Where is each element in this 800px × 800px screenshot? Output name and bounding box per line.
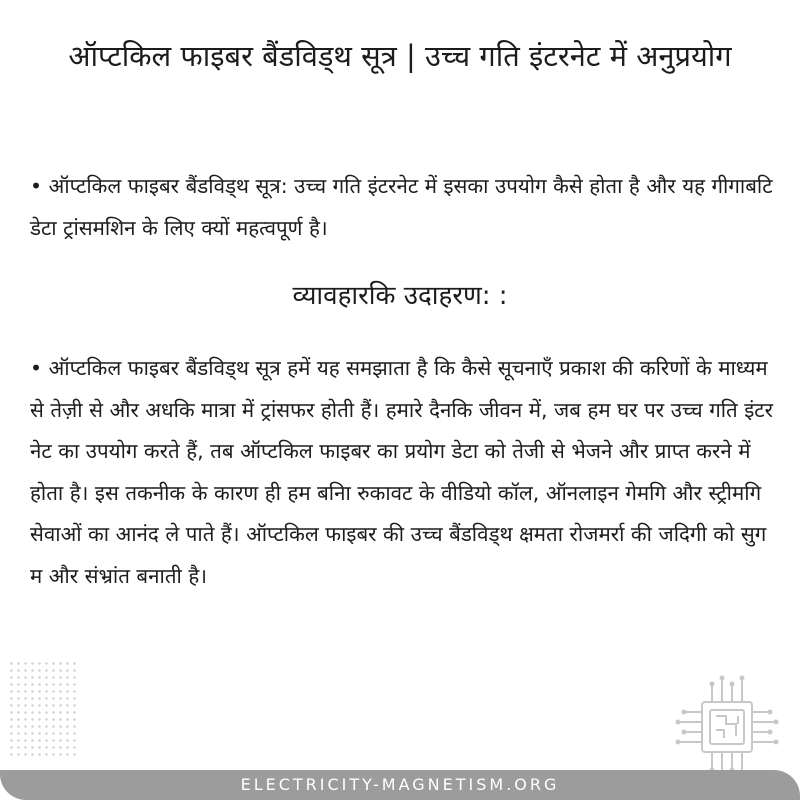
dot-grid-pattern [8, 660, 78, 760]
section-heading: व्यावहारकि उदाहरण: : [292, 281, 508, 311]
circuit-chip-icon [672, 672, 782, 782]
page-title: ऑप्टकिल फाइबर बैंडविड्थ सूत्र | उच्च गत‍ि इंटरनेट में अनुप्रयोग [68, 39, 732, 73]
footer-site-label: ELECTRICITY-MAGNETISM.ORG [240, 775, 560, 794]
intro-paragraph: • ऑप्टकिल फाइबर बैंडविड्थ सूत्र: उच्च गत‍ि इंटरनेट में इसका उपयोग कैसे होता है और यह गीगाबटि डेटा ट्रांसमशिन के लिए क्यों महत्वपूर्ण है। [30, 174, 773, 240]
body-paragraph: • ऑप्टकिल फाइबर बैंडविड्थ सूत्र हमें यह समझाता है क‍ि कैसे सूचनाएँ प्रकाश की करिणों के माध्यम से तेज़ी से और अधकि मात्रा में ट्रांसफर होती हैं। हमारे दैनकि जीवन में, जब हम घर पर उच्च गत‍ि इंटरनेट का उपयोग करते हैं, तब ऑप्टकिल फाइबर का प्रयोग डेटा को तेजी से भेजने और प्राप्त करने में होता है। इस तकनीक के कारण ही हम बनिा रुकावट के वीडियो कॉल, ऑनलाइन गेमगि और स्ट्रीमगि सेवाओं का आनंद ले पाते हैं। ऑप्टकिल फाइबर की उच्च बैंडविड्थ क्षमता रोजमर्रा की जदिगी को सुगम और संभ्रांत बनाती है। [30, 356, 774, 588]
